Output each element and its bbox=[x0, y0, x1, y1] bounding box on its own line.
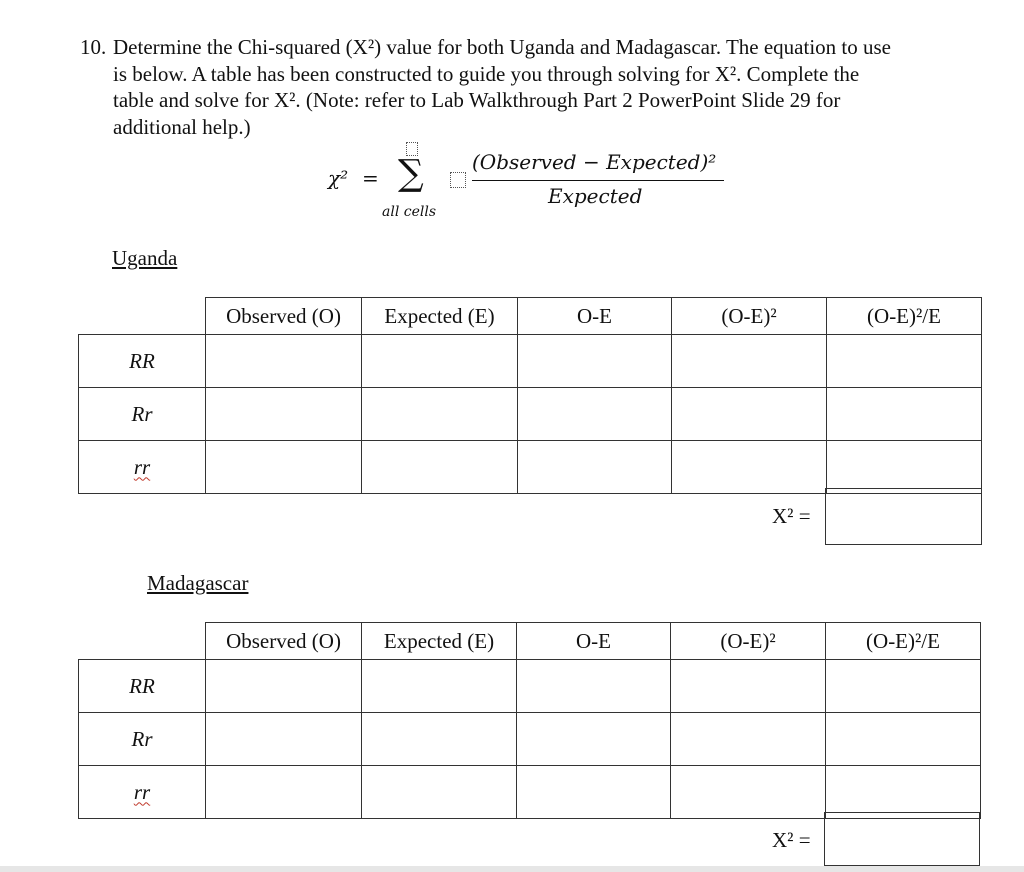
input-cell[interactable] bbox=[362, 660, 517, 713]
table-row bbox=[79, 441, 982, 494]
input-cell[interactable] bbox=[671, 660, 826, 713]
madagascar-chi-label: X² = bbox=[772, 828, 811, 852]
input-cell[interactable] bbox=[206, 388, 362, 441]
genotype-label: Rr bbox=[79, 713, 206, 766]
formula-chi: χ² bbox=[328, 166, 349, 190]
formula-subscript: all cells bbox=[382, 204, 437, 220]
input-cell[interactable] bbox=[671, 713, 826, 766]
uganda-chi-label: X² = bbox=[772, 504, 811, 528]
table-row bbox=[79, 713, 981, 766]
input-cell[interactable] bbox=[826, 766, 981, 819]
input-cell[interactable] bbox=[206, 766, 362, 819]
input-cell[interactable] bbox=[362, 766, 517, 819]
input-cell[interactable] bbox=[672, 441, 827, 494]
input-cell[interactable] bbox=[518, 441, 672, 494]
header-chi-term: (O-E)²/E bbox=[827, 298, 982, 335]
madagascar-chi-answer-box[interactable] bbox=[824, 812, 980, 866]
genotype-label: RR bbox=[79, 660, 206, 713]
header-observed: Observed (O) bbox=[206, 298, 362, 335]
header-expected: Expected (E) bbox=[362, 623, 517, 660]
madagascar-title: Madagascar bbox=[147, 571, 249, 595]
input-cell[interactable] bbox=[206, 335, 362, 388]
input-cell[interactable] bbox=[206, 660, 362, 713]
table-row bbox=[79, 335, 982, 388]
question-text bbox=[113, 34, 973, 140]
header-chi-term: (O-E)²/E bbox=[826, 623, 981, 660]
header-o-minus-e: O-E bbox=[517, 623, 671, 660]
question-line: additional help.) bbox=[113, 114, 251, 139]
genotype-label: RR bbox=[79, 335, 206, 388]
input-cell[interactable] bbox=[362, 441, 518, 494]
summation-sigma: ∑ bbox=[398, 153, 424, 194]
table-row bbox=[79, 660, 981, 713]
input-cell[interactable] bbox=[671, 766, 826, 819]
placeholder-box bbox=[450, 172, 466, 188]
header-observed: Observed (O) bbox=[206, 623, 362, 660]
input-cell[interactable] bbox=[362, 335, 518, 388]
header-o-minus-e-squared: (O-E)² bbox=[671, 623, 826, 660]
input-cell[interactable] bbox=[672, 335, 827, 388]
header-o-minus-e: O-E bbox=[518, 298, 672, 335]
formula-denominator: Expected bbox=[548, 184, 643, 208]
question-line: Determine the Chi-squared (X²) value for both Uganda and Madagascar. The equation to use bbox=[113, 35, 891, 59]
uganda-table bbox=[78, 297, 982, 494]
genotype-label: Rr bbox=[79, 388, 206, 441]
input-cell[interactable] bbox=[517, 713, 671, 766]
input-cell[interactable] bbox=[672, 388, 827, 441]
chi-squared-formula bbox=[320, 140, 740, 230]
input-cell[interactable] bbox=[826, 660, 981, 713]
input-cell[interactable] bbox=[827, 335, 982, 388]
question-line: table and solve for X². (Note: refer to Lab Walkthrough Part 2 PowerPoint Slide 29 for bbox=[113, 88, 841, 112]
input-cell[interactable] bbox=[206, 441, 362, 494]
question-line: is below. A table has been constructed to guide you through solving for X². Complete the bbox=[113, 61, 860, 86]
genotype-label: rr bbox=[133, 454, 151, 479]
header-o-minus-e-squared: (O-E)² bbox=[672, 298, 827, 335]
input-cell[interactable] bbox=[826, 713, 981, 766]
madagascar-table bbox=[78, 622, 981, 819]
input-cell[interactable] bbox=[518, 388, 672, 441]
formula-numerator: (Observed − Expected)² bbox=[472, 150, 717, 174]
header-expected: Expected (E) bbox=[362, 298, 518, 335]
genotype-label: rr bbox=[133, 779, 151, 804]
question-number: 10. bbox=[80, 35, 107, 59]
input-cell[interactable] bbox=[827, 388, 982, 441]
header-blank bbox=[79, 298, 206, 335]
table-row bbox=[79, 388, 982, 441]
input-cell[interactable] bbox=[517, 766, 671, 819]
uganda-chi-answer-box[interactable] bbox=[825, 488, 982, 545]
input-cell[interactable] bbox=[518, 335, 672, 388]
uganda-title: Uganda bbox=[112, 246, 178, 270]
input-cell[interactable] bbox=[362, 388, 518, 441]
input-cell[interactable] bbox=[362, 713, 517, 766]
formula-equals: = bbox=[362, 166, 379, 190]
fraction-bar bbox=[472, 180, 724, 181]
input-cell[interactable] bbox=[517, 660, 671, 713]
input-cell[interactable] bbox=[206, 713, 362, 766]
header-blank bbox=[79, 623, 206, 660]
input-cell[interactable] bbox=[827, 441, 982, 494]
bottom-scroll-edge bbox=[0, 866, 1024, 872]
table-row bbox=[79, 766, 981, 819]
